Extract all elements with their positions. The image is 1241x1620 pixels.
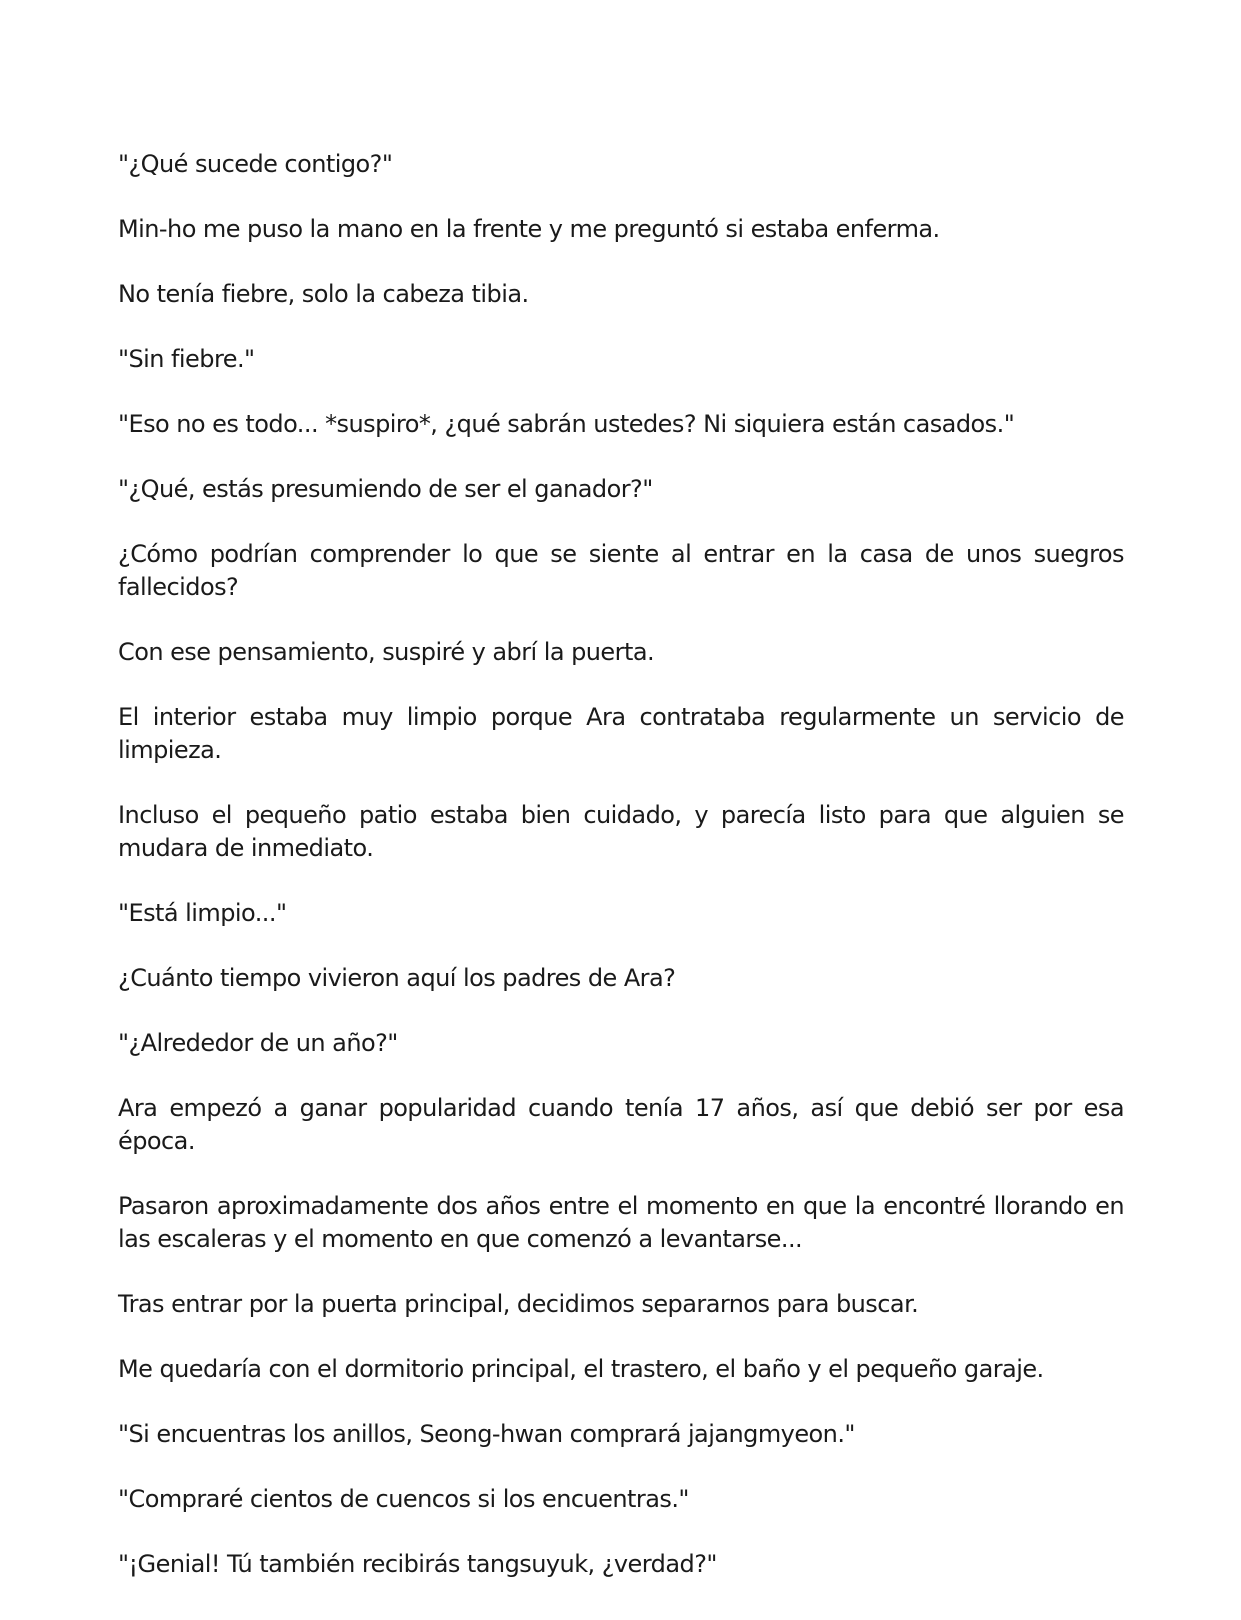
document-body (118, 148, 1124, 1613)
paragraph: Ara empezó a ganar popularidad cuando tenía 17 años, así que debió ser por esa época. (118, 1094, 1124, 1155)
paragraph: "¿Qué, estás presumiendo de ser el ganador?" (118, 475, 653, 503)
paragraph: Pasaron aproximadamente dos años entre el momento en que la encontré llorando en las escaleras y el momento en que comenzó a levantarse... (118, 1192, 1124, 1253)
paragraph: ¿Cómo podrían comprender lo que se siente al entrar en la casa de unos suegros fallecidos? (118, 540, 1124, 601)
paragraph: El interior estaba muy limpio porque Ara contrataba regularmente un servicio de limpieza. (118, 703, 1124, 764)
paragraph: "Si encuentras los anillos, Seong-hwan comprará jajangmyeon." (118, 1420, 855, 1448)
paragraph: "¡Genial! Tú también recibirás tangsuyuk, ¿verdad?" (118, 1550, 717, 1578)
paragraph: Me quedaría con el dormitorio principal, el trastero, el baño y el pequeño garaje. (118, 1355, 1044, 1383)
paragraph: "Está limpio..." (118, 899, 287, 927)
paragraph: Tras entrar por la puerta principal, decidimos separarnos para buscar. (118, 1290, 919, 1318)
paragraph: Min-ho me puso la mano en la frente y me preguntó si estaba enferma. (118, 215, 940, 243)
paragraph: No tenía fiebre, solo la cabeza tibia. (118, 280, 529, 308)
paragraph: "¿Alrededor de un año?" (118, 1029, 398, 1057)
paragraph: "Compraré cientos de cuencos si los encuentras." (118, 1485, 689, 1513)
paragraph: "Sin fiebre." (118, 345, 255, 373)
paragraph: "¿Qué sucede contigo?" (118, 150, 393, 178)
paragraph: Incluso el pequeño patio estaba bien cuidado, y parecía listo para que alguien se mudara de inmediato. (118, 801, 1124, 862)
paragraph: ¿Cuánto tiempo vivieron aquí los padres de Ara? (118, 964, 676, 992)
paragraph: "Eso no es todo... *suspiro*, ¿qué sabrán ustedes? Ni siquiera están casados." (118, 410, 1015, 438)
paragraph: Con ese pensamiento, suspiré y abrí la puerta. (118, 638, 655, 666)
